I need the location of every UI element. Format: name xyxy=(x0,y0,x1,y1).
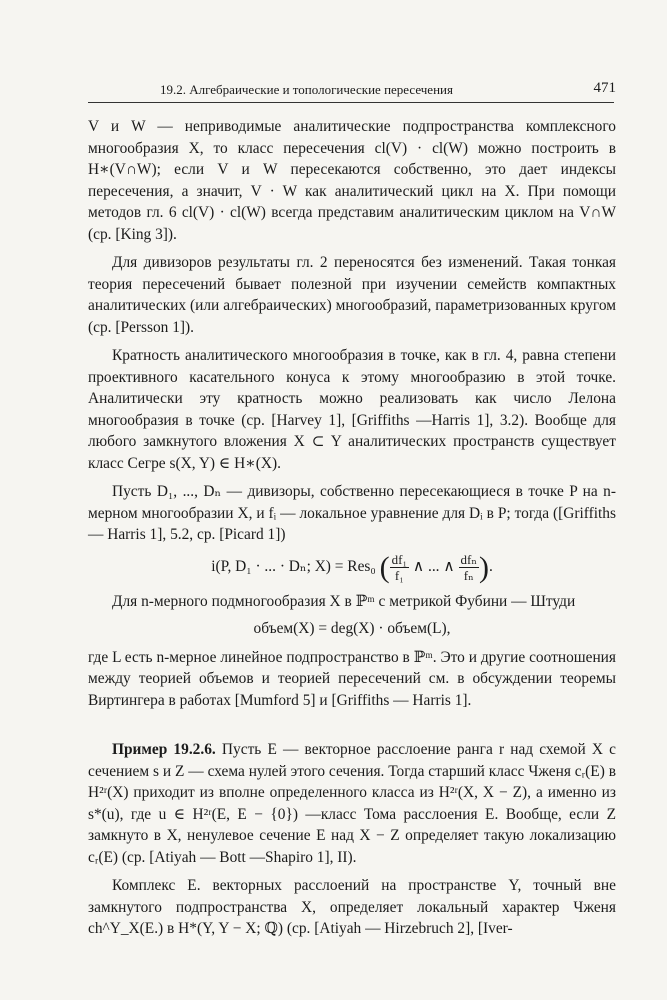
header-rule xyxy=(88,102,614,103)
paragraph-fubini-study: Для n-мерного подмногообразия X в ℙᵐ с метрикой Фубини — Штуди xyxy=(112,592,576,610)
right-paren: ) xyxy=(478,550,489,584)
fraction-df1: $\frac{\text{df₁}}{\text{f₁}}$ xyxy=(391,551,407,583)
example-text: Пусть E — векторное расслоение ранга r над схемой X с сечением s и Z — схема нулей этого сечения. Тогда старший класс Чженя cᵣ(E) в H²ʳ(X) приходит из вполне определенного класса из H²ʳ(X, X − Z), а именно из s*(u), где u ∈ H²ʳ(E, E − {0}) —класс Тома расслоения E. Вообще, если Z замкнуто в X, ненулевое сечение E над X − Z определяет такую локализацию cᵣ(E) (ср. [Atiyah — Bott —Shapiro 1], II). xyxy=(88,741,616,866)
formula-residue: i(P, D₁ · ... · Dₙ; X) = Res₀ ( $\frac{\text{df₁}}{\text{f₁}}$ ∧ ... ∧ $\frac{\text{dfₙ}}{\text{fₙ}}$ ). xyxy=(211,550,493,584)
running-title: 19.2. Алгебраические и топологические пересечения xyxy=(160,82,453,97)
paragraph-multiplicity: Кратность аналитического многообразия в точке, как в гл. 4, равна степени проективного касательного конуса к этому многообразию в этой точке. Аналитически эту кратность можно реализовать как число Лелона многообразия в точке (ср. [Harvey 1], [Griffiths —Harris 1], 3.2). Вообще для любого замкнутого вложения X ⊂ Y аналитических пространств существует класс Сегре s(X, Y) ∈ H∗(X). xyxy=(88,347,616,472)
paragraph-chern-character: Комплекс E. векторных расслоений на пространстве Y, точный вне замкнутого подпространства X, определяет локальный характер Чженя ch^Y_X(E.) в H*(Y, Y − X; ℚ) (ср. [Atiyah — Hirzebruch 2], [Iver- xyxy=(88,877,616,937)
wedge-product: ∧ ... ∧ xyxy=(412,557,455,575)
left-paren: ( xyxy=(379,550,390,584)
paragraph-wirtinger: где L есть n-мерное линейное подпространство в ℙᵐ. Это и другие соотношения между теорией объемов и теорией пересечений см. в обсуждении теоремы Виртингера в работах [Mumford 5] и [Griffiths — Harris 1]. xyxy=(88,648,616,709)
paragraph-continuation: V и W — неприводимые аналитические подпространства комплексного многообразия X, то класс пересечения cl(V) · cl(W) можно построить в H∗(V∩W); если V и W пересекаются собственно, это дает индексы пересечения, а значит, V · W как аналитический цикл на X. При помощи методов гл. 6 cl(V) · cl(W) всегда представим аналитическим циклом на V∩W (ср. [King 3]). xyxy=(88,118,616,243)
paragraph-local-index: Пусть D₁, ..., Dₙ — дивизоры, собственно пересекающиеся в точке P на n-мерном многообразии X, и fᵢ — локальное уравнение для Dᵢ в P; тогда ([Griffiths — Harris 1], 5.2, ср. [Picard 1]) xyxy=(88,483,616,543)
fraction-dfn: $\frac{\text{dfₙ}}{\text{fₙ}}$ xyxy=(460,551,477,583)
running-head xyxy=(88,80,616,100)
formula-volume: объем(X) = deg(X) · объем(L), xyxy=(253,620,451,637)
formula-residue-lhs: i(P, D₁ · ... · Dₙ; X) = Res₀ xyxy=(211,557,376,575)
page-body xyxy=(88,116,616,940)
paragraph-example xyxy=(88,739,616,868)
page-number: 471 xyxy=(593,80,616,96)
example-label: Пример 19.2.6. xyxy=(112,741,216,758)
paragraph-divisors: Для дивизоров результаты гл. 2 переносятся без изменений. Такая тонкая теория пересечений бывает полезной при изучении семейств компактных аналитических (или алгебраических) многообразий, параметризованных кругом (ср. [Persson 1]). xyxy=(88,254,616,336)
